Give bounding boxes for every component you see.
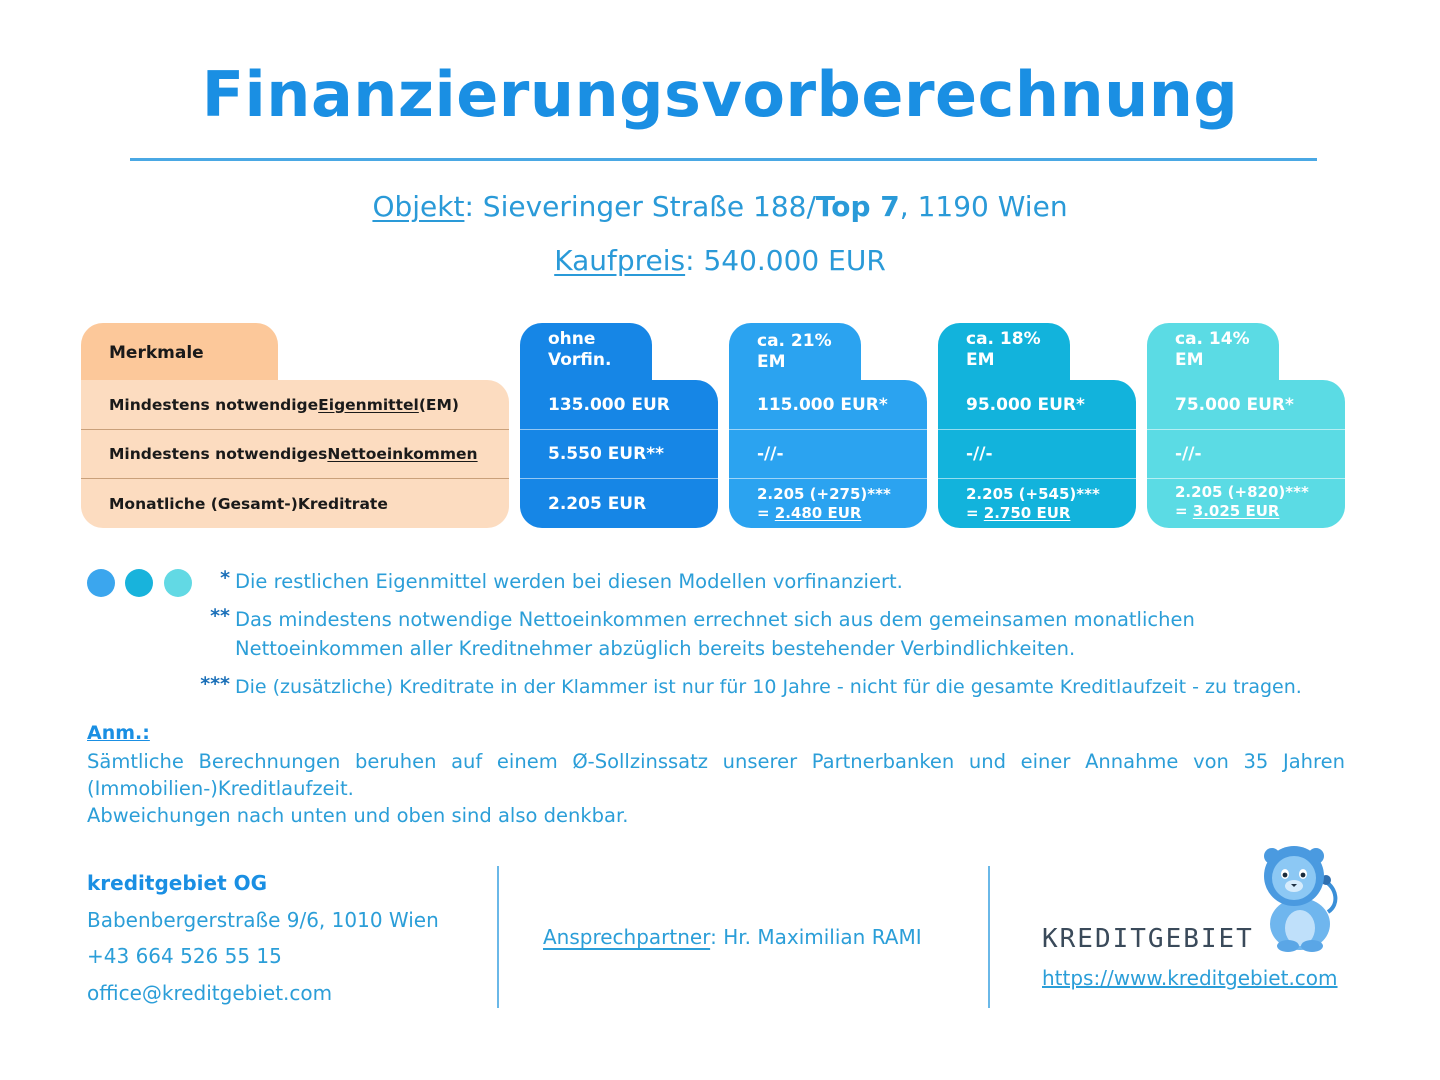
merkmal-row-kreditrate (81, 479, 509, 528)
annotation-heading: Anm.: (87, 722, 150, 744)
price-line (0, 244, 1440, 277)
rate-total: 2.480 EUR (774, 504, 862, 522)
decorative-dot (125, 569, 153, 597)
column-header-line: ca. 14% (1175, 329, 1250, 349)
brand-wordmark: KREDITGEBIET (1042, 924, 1254, 954)
cell-kreditrate (729, 479, 927, 528)
contact-label: Ansprechpartner (543, 925, 711, 949)
footnote-marker: ** (210, 605, 230, 627)
price-value: 540.000 EUR (703, 244, 886, 277)
footer-divider (988, 866, 990, 1008)
annotation-text (87, 748, 1345, 829)
lion-mascot-icon (1250, 842, 1345, 954)
object-sep: : (464, 190, 483, 223)
cell-kreditrate (938, 479, 1136, 528)
rate-line: 2.205 (+545)*** (966, 485, 1100, 503)
price-sep: : (685, 244, 704, 277)
company-email[interactable]: office@kreditgebiet.com (87, 981, 333, 1005)
rate-line: 2.205 (+275)*** (757, 485, 891, 503)
rate-equals: = (757, 504, 775, 522)
footnote-3: Die (zusätzliche) Kreditrate in der Klammer ist nur für 10 Jahre - nicht für die gesamte Kreditlaufzeit - zu tragen. (235, 676, 1302, 698)
cell-eigenmittel: 95.000 EUR* (966, 394, 1085, 415)
merkmal-row-nettoeinkommen (81, 430, 509, 478)
title-divider (130, 158, 1317, 161)
merkmal-row-text: (EM) (418, 395, 460, 414)
rate-line: 2.205 (+820)*** (1175, 483, 1309, 501)
footer-divider (497, 866, 499, 1008)
company-address: Babenbergerstraße 9/6, 1010 Wien (87, 908, 439, 932)
column-body-21-percent (729, 380, 927, 528)
merkmal-row-eigenmittel (81, 380, 509, 429)
column-body-18-percent (938, 380, 1136, 528)
cell-nettoeinkommen: -//- (757, 444, 784, 464)
contact-name: Hr. Maximilian RAMI (723, 925, 922, 949)
company-phone[interactable]: +43 664 526 55 15 (87, 944, 282, 968)
website-link[interactable]: https://www.kreditgebiet.com (1042, 966, 1338, 990)
column-header-line: EM (966, 350, 995, 370)
contact-sep: : (710, 925, 724, 949)
column-header-line: ca. 18% (966, 329, 1041, 349)
column-body-14-percent (1147, 380, 1345, 528)
rate-total: 3.025 EUR (1192, 502, 1280, 520)
footnote-2 (235, 605, 1195, 663)
footnote-1: Die restlichen Eigenmittel werden bei diesen Modellen vorfinanziert. (235, 570, 903, 593)
annotation-line: Sämtliche Berechnungen beruhen auf einem Ø-Sollzinssatz unserer Partnerbanken und einer Annahme von 35 Jahren (Immobilien-)Kreditlaufzeit. (87, 750, 1345, 800)
cell-nettoeinkommen: 5.550 EUR** (548, 444, 664, 464)
cell-kreditrate: 2.205 EUR (548, 493, 647, 514)
footnote-line: Nettoeinkommen aller Kreditnehmer abzüglich bereits bestehender Verbindlichkeiten. (235, 637, 1076, 660)
footnote-line: Das mindestens notwendige Nettoeinkommen errechnet sich aus dem gemeinsamen monatlichen (235, 608, 1195, 631)
merkmal-row-text: Mindestens notwendige (109, 395, 319, 414)
object-line (0, 190, 1440, 223)
column-body-ohne-vorfin (520, 380, 718, 528)
footnote-marker: * (220, 567, 230, 589)
decorative-dot (87, 569, 115, 597)
merkmal-row-text: Mindestens notwendiges (109, 445, 328, 463)
decorative-dot (164, 569, 192, 597)
rate-equals: = (1175, 502, 1193, 520)
cell-nettoeinkommen: -//- (1175, 444, 1202, 464)
annotation-line: Abweichungen nach unten und oben sind also denkbar. (87, 804, 629, 827)
column-header-line: EM (1175, 350, 1204, 370)
merkmal-row-text: Monatliche (Gesamt-)Kreditrate (109, 494, 388, 513)
object-city: , 1190 Wien (899, 190, 1068, 223)
cell-eigenmittel: 135.000 EUR (548, 394, 670, 415)
object-street: Sieveringer Straße 188/ (482, 190, 816, 223)
footnote-marker: *** (200, 673, 230, 695)
cell-nettoeinkommen: -//- (966, 444, 993, 464)
column-header-line: ohne (548, 329, 596, 349)
cell-eigenmittel: 115.000 EUR* (757, 394, 888, 415)
column-header-line: Vorfin. (548, 350, 612, 370)
column-header-line: EM (757, 352, 786, 372)
cell-kreditrate (1147, 479, 1345, 528)
merkmal-row-link: Nettoeinkommen (327, 445, 478, 463)
cell-eigenmittel: 75.000 EUR* (1175, 394, 1294, 415)
column-header-line: ca. 21% (757, 331, 832, 351)
rate-equals: = (966, 504, 984, 522)
object-top: Top 7 (815, 190, 900, 223)
price-label: Kaufpreis (554, 244, 686, 277)
page-title: Finanzierungsvorberechnung (201, 58, 1239, 131)
contact-person (543, 925, 922, 949)
merkmal-row-link: Eigenmittel (318, 395, 419, 414)
merkmale-header: Merkmale (81, 323, 278, 393)
merkmale-body (81, 380, 509, 528)
object-label: Objekt (372, 190, 465, 223)
company-name: kreditgebiet OG (87, 871, 268, 895)
rate-total: 2.750 EUR (983, 504, 1071, 522)
